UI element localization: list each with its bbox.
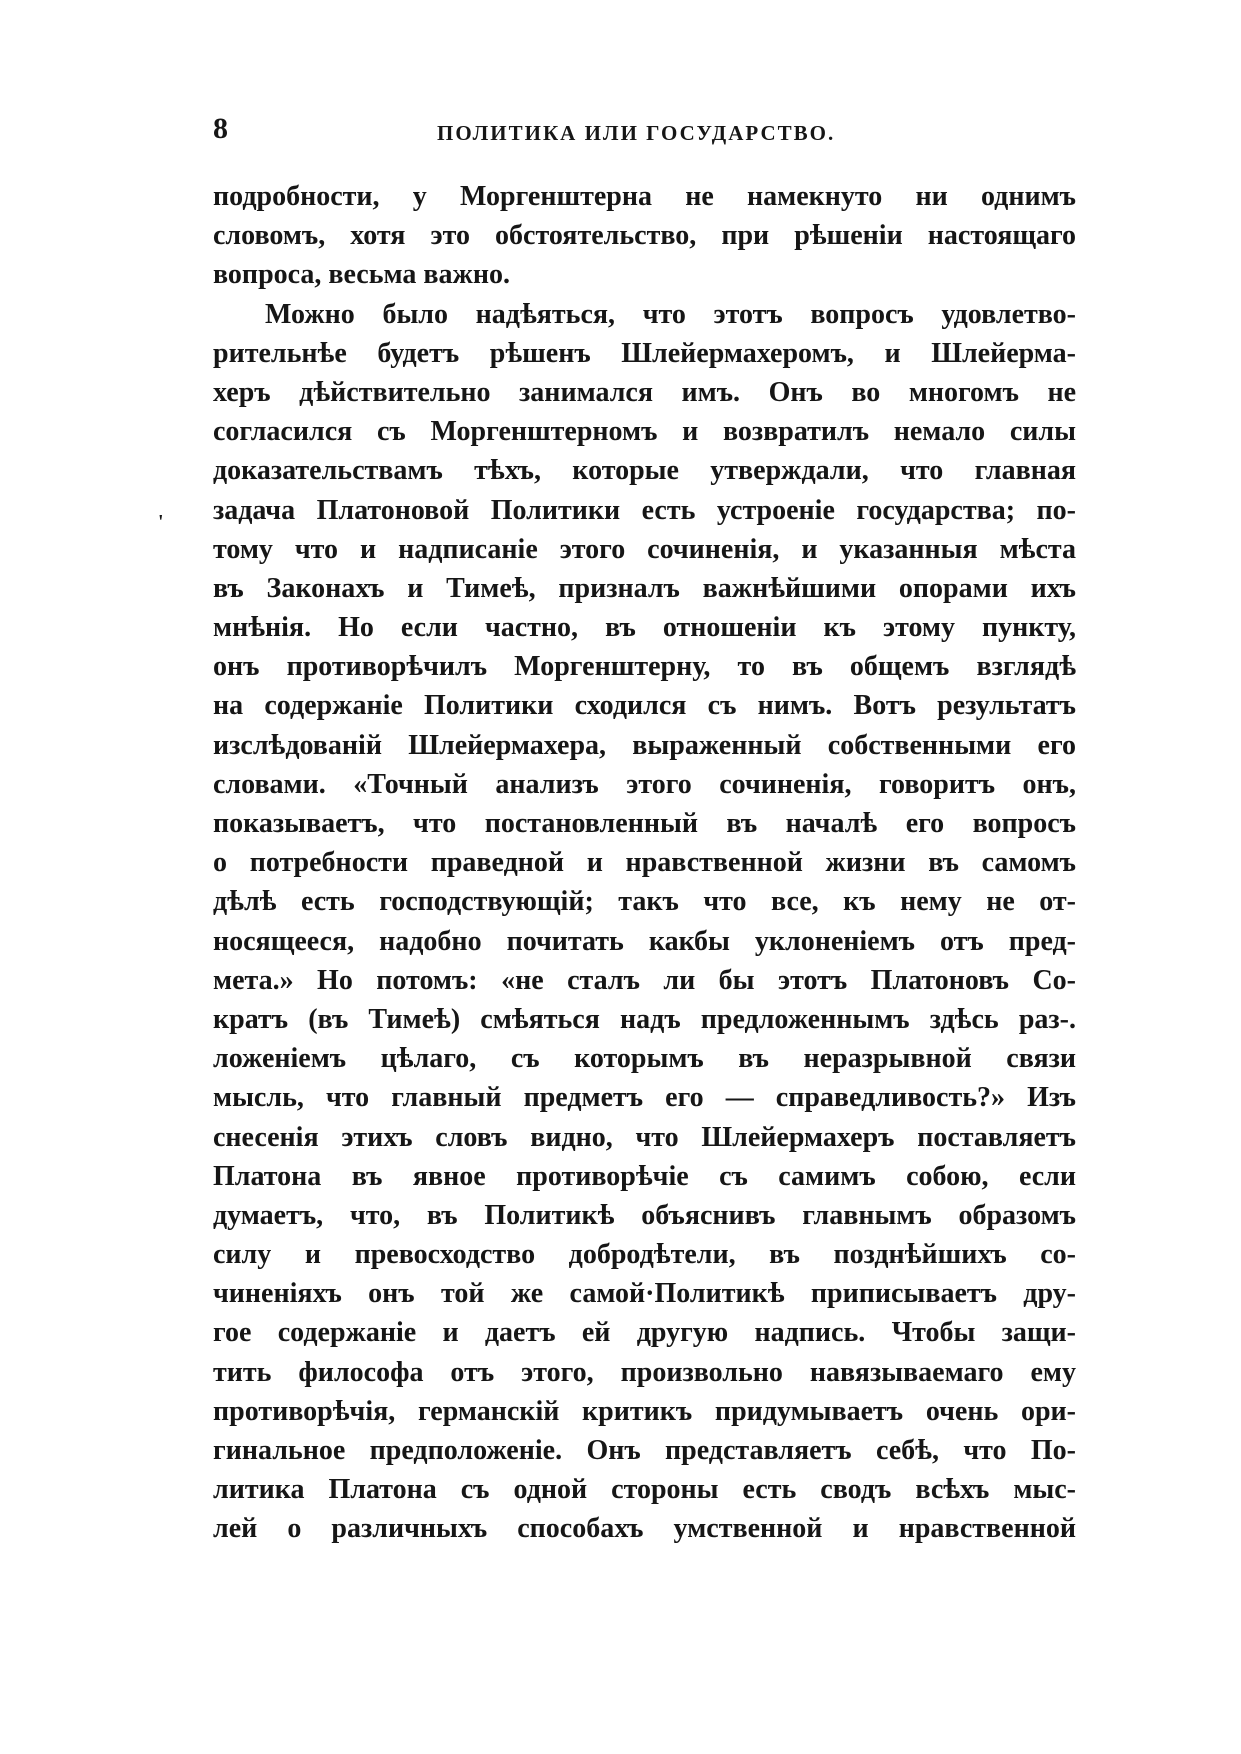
text-line: херъ дѣйствительно занимался имъ. Онъ во многомъ не	[213, 376, 1076, 408]
text-line: задача Платоновой Политики есть устроеніе государства; по-	[213, 494, 1076, 526]
text-line: кратъ (въ Тимеѣ) смѣяться надъ предложеннымъ здѣсь раз-.	[213, 1003, 1076, 1035]
text-line: показываетъ, что постановленный въ началѣ его вопросъ	[213, 808, 1076, 839]
body-text	[213, 177, 1076, 1549]
text-line: Можно было надѣяться, что этотъ вопросъ удовлетво-	[265, 298, 1076, 330]
text-line: тить философа отъ этого, произвольно навязываемаго ему	[213, 1356, 1076, 1388]
text-line: вопроса, весьма важно.	[213, 259, 510, 291]
text-line: мнѣнія. Но если частно, въ отношеніи къ этому пункту,	[213, 612, 1076, 644]
text-line: тому что и надписаніе этого сочиненія, и указанныя мѣста	[213, 533, 1076, 565]
text-line: онъ противорѣчилъ Моргенштерну, то въ общемъ взглядѣ	[213, 651, 1076, 683]
text-line: дѣлѣ есть господствующій; такъ что все, къ нему не от-	[213, 886, 1076, 918]
text-line: словомъ, хотя это обстоятельство, при рѣшеніи настоящаго	[213, 220, 1076, 252]
text-line: согласился съ Моргенштерномъ и возвратилъ немало силы	[213, 416, 1076, 448]
text-line: на содержаніе Политики сходился съ нимъ. Вотъ результатъ	[213, 690, 1076, 722]
page-number: 8	[213, 112, 228, 145]
margin-mark: '	[158, 511, 164, 533]
text-line: чиненіяхъ онъ той же самой·Политикѣ приписываетъ дру-	[213, 1278, 1076, 1310]
text-line: подробности, у Моргенштерна не намекнуто ни однимъ	[213, 181, 1076, 212]
text-line: ложеніемъ цѣлаго, съ которымъ въ неразрывной связи	[213, 1043, 1076, 1075]
text-line: мета.» Но потомъ: «не сталъ ли бы этотъ Платоновъ Со-	[213, 964, 1076, 996]
text-line: доказательствамъ тѣхъ, которые утверждали, что главная	[213, 455, 1076, 487]
running-title: ПОЛИТИКА ИЛИ ГОСУДАРСТВО.	[437, 121, 836, 145]
text-line: Платона въ явное противорѣчіе съ самимъ собою, если	[213, 1160, 1076, 1192]
text-line: лей о различныхъ способахъ умственной и нравственной	[213, 1513, 1076, 1545]
text-line: рительнѣе будетъ рѣшенъ Шлейермахеромъ, и Шлейерма-	[213, 337, 1076, 369]
text-line: мысль, что главный предметъ его — справедливость?» Изъ	[213, 1082, 1076, 1114]
text-line: противорѣчія, германскій критикъ придумываетъ очень ори-	[213, 1395, 1076, 1427]
text-line: изслѣдованій Шлейермахера, выраженный собственными его	[213, 729, 1076, 761]
text-line: гое содержаніе и даетъ ей другую надпись. Чтобы защи-	[213, 1317, 1076, 1349]
text-line: о потребности праведной и нравственной жизни въ самомъ	[213, 847, 1076, 879]
text-line: носящееся, надобно почитать какбы уклоненіемъ отъ пред-	[213, 925, 1076, 957]
text-line: силу и превосходство добродѣтели, въ позднѣйшихъ со-	[213, 1239, 1076, 1271]
text-line: словами. «Точный анализъ этого сочиненія, говоритъ онъ,	[213, 768, 1076, 800]
text-line: въ Законахъ и Тимеѣ, призналъ важнѣйшими опорами ихъ	[213, 572, 1076, 604]
text-line: литика Платона съ одной стороны есть сводъ всѣхъ мыс-	[213, 1474, 1076, 1506]
text-line: гинальное предположеніе. Онъ представляетъ себѣ, что По-	[213, 1435, 1076, 1466]
text-line: думаетъ, что, въ Политикѣ объяснивъ главнымъ образомъ	[213, 1199, 1076, 1231]
text-line: снесенія этихъ словъ видно, что Шлейермахеръ поставляетъ	[213, 1121, 1076, 1153]
running-header	[213, 112, 1076, 152]
